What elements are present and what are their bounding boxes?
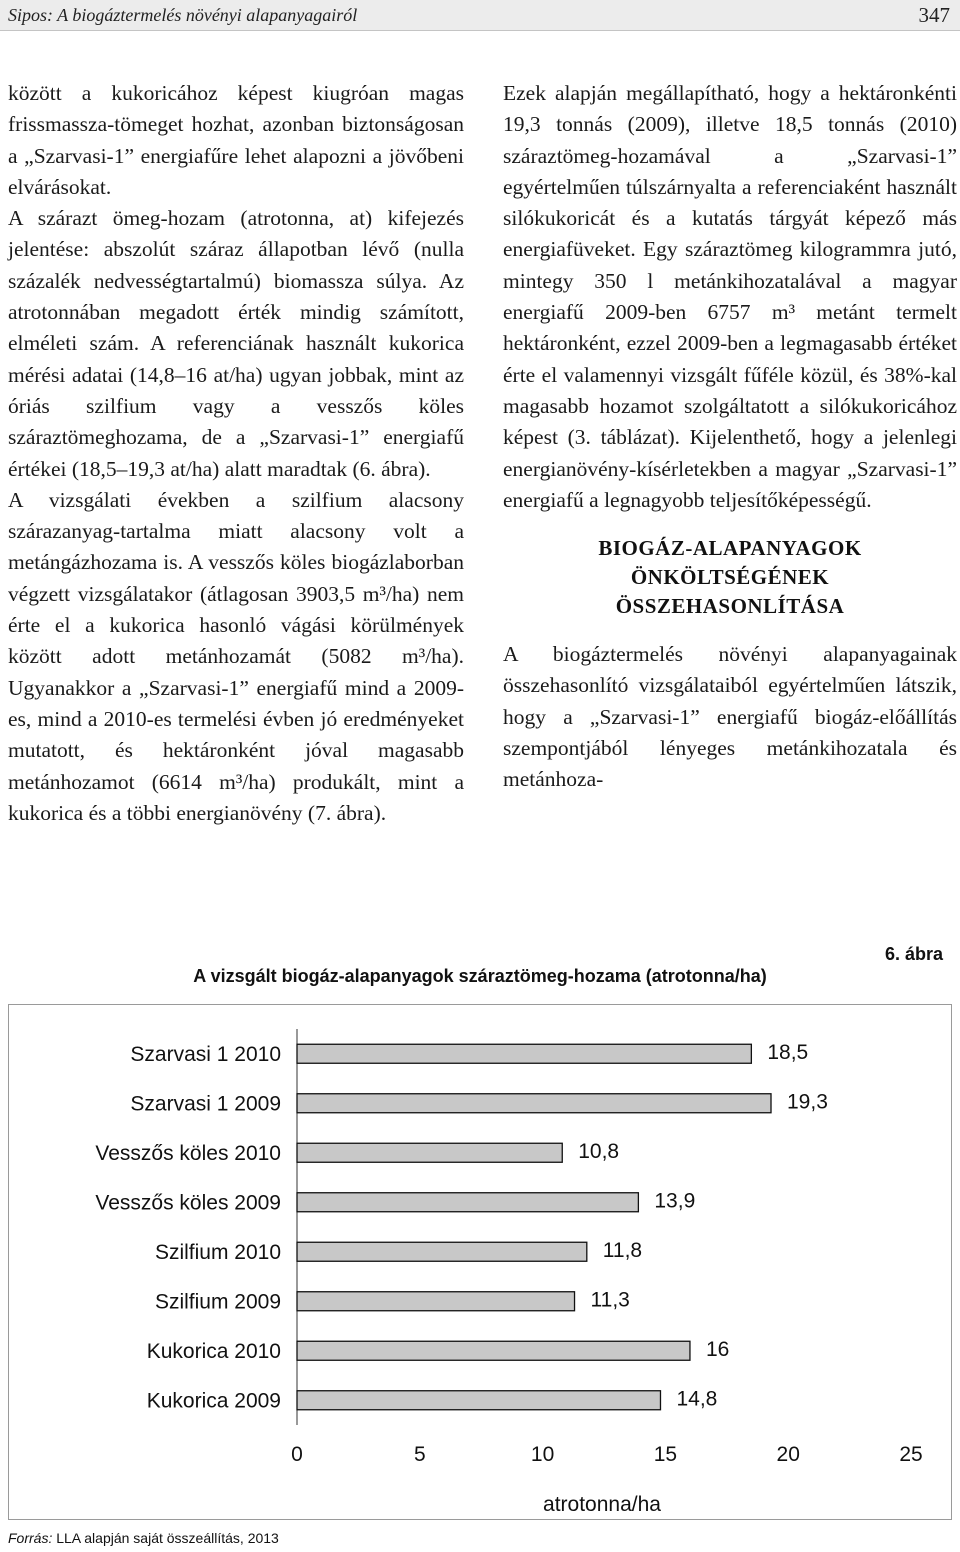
- x-tick-label: 10: [530, 1443, 555, 1466]
- data-label: 18,5: [767, 1040, 809, 1064]
- x-axis-title: atrotonna/ha: [543, 1493, 661, 1516]
- paragraph: Ezek alapján megállapítható, hogy a hektáronkénti 19,3 tonnás (2009), illetve 18,5 tonnás (2010) száraztömeg-hozamával a „Szarvasi-1” egyértelműen túlszárnyalta a referenciaként használt silókukoricát és a kutatás tárgyát képező más energiafüveket. Egy száraztömeg kilogrammra jutó, mintegy 350 l metánkihozatalával a magyar energiafű 2009-ben 6757 m³ metánt termelt hektáronként, ezzel 2009-ben a legmagasabb értéket érte el valamennyi vizsgált fűféle közül, és 38%-kal magasabb hozamot szolgáltatott a silókukoricához képest (3. táblázat). Kijelenthető, hogy a jelenlegi energianövény-kísérletekben a magyar „Szarvasi-1” energiafű a legnagyobb teljesítőképességű.: [503, 81, 957, 512]
- category-label: Szarvasi 1 2009: [130, 1092, 281, 1116]
- figure-title: A vizsgált biogáz-alapanyagok száraztömeg-hozama (atrotonna/ha): [193, 966, 767, 986]
- paragraph: A biogáztermelés növényi alapanyagainak összehasonlító vizsgálataiból egyértelműen látszik, hogy a „Szarvasi-1” energiafű biogáz-előállítás szempontjából lényeges metánkihozatala és metánhoza-: [503, 642, 957, 792]
- category-label: Vesszős köles 2010: [95, 1141, 281, 1165]
- paragraph: A szárazt ömeg-hozam (atrotonna, at) kifejezés jelentése: abszolút száraz állapotban lévő (nulla százalék nedvességtartalmú) biomassza súlya. Az atrotonnában megadott érték mindig számított, elméleti szám. A referenciának használt kukorica mérési adatai (14,8–16 at/ha) ugyan jobbak, mint az óriás szilfium vagy a vesszős köles száraztömeghozama, de a „Szarvasi-1” energiafű értékei (18,5–19,3 at/ha) alatt maradtak (6. ábra).: [8, 206, 464, 481]
- figure-source: [8, 1530, 279, 1546]
- category-label: Kukorica 2009: [146, 1389, 281, 1413]
- chart-canvas: [9, 1005, 951, 1519]
- bar: [297, 1242, 587, 1261]
- data-label: 11,3: [590, 1288, 630, 1312]
- source-label: Forrás:: [8, 1530, 53, 1546]
- running-header: [0, 0, 960, 31]
- left-column: [8, 78, 464, 829]
- x-tick-label: 25: [899, 1443, 923, 1466]
- heading-line: BIOGÁZ-ALAPANYAGOK: [598, 536, 862, 561]
- data-label: 11,8: [602, 1238, 643, 1262]
- category-label: Kukorica 2010: [146, 1339, 281, 1363]
- category-label: Szilfium 2009: [154, 1290, 281, 1314]
- x-tick-label: 15: [653, 1443, 678, 1466]
- data-label: 13,9: [654, 1189, 696, 1213]
- running-title: Sipos: A biogáztermelés növényi alapanyagairól: [8, 5, 358, 25]
- bar: [297, 1193, 638, 1212]
- data-label: 10,8: [578, 1139, 620, 1163]
- paragraph: A vizsgálati években a szilfium alacsony szárazanyag-tartalma miatt alacsony volt a metángázhozama is. A vesszős köles biogázlaborban végzett vizsgálatakor (átlagosan 3903,5 m³/ha) nem érte el a kukorica hasonló vágási körülmények között adott metánhozamát (5082 m³/ha). Ugyanakkor a „Szarvasi-1” energiafű mind a 2009-es, mind a 2010-es termelési évben jó eredményeket mutatott, és hektáronként jóval magasabb metánhozamot (6614 m³/ha) produkált, mint a kukorica és a többi energianövény (7. ábra).: [8, 487, 464, 825]
- x-tick-label: 5: [413, 1443, 426, 1466]
- page-number: 347: [918, 3, 950, 27]
- paragraph: között a kukoricához képest kiugróan magas frissmassza-tömeget hozhat, azonban biztonságosan a „Szarvasi-1” energiafűre lehet alapozni a jövőbeni elvárásokat.: [8, 81, 464, 199]
- section-heading: [503, 534, 957, 621]
- x-tick-label: 20: [776, 1443, 800, 1466]
- data-label: 14,8: [676, 1387, 718, 1411]
- heading-line: ÖSSZEHASONLÍTÁSA: [615, 594, 845, 619]
- category-label: Szarvasi 1 2010: [130, 1042, 281, 1066]
- bar: [297, 1044, 751, 1063]
- data-label: 19,3: [787, 1090, 828, 1114]
- figure-number: 6. ábra: [885, 944, 944, 964]
- category-label: Szilfium 2010: [154, 1240, 281, 1264]
- category-label: Vesszős köles 2009: [95, 1191, 281, 1215]
- bar: [297, 1292, 575, 1311]
- heading-line: ÖNKÖLTSÉGÉNEK: [630, 565, 830, 590]
- bar: [297, 1341, 690, 1360]
- source-text: LLA alapján saját összeállítás, 2013: [52, 1530, 279, 1546]
- bar: [297, 1143, 562, 1162]
- right-column: [503, 78, 957, 796]
- data-label: 16: [705, 1337, 730, 1361]
- bar: [297, 1094, 771, 1113]
- bar: [297, 1391, 660, 1410]
- bar-chart: [8, 1004, 952, 1520]
- x-tick-label: 0: [291, 1443, 303, 1466]
